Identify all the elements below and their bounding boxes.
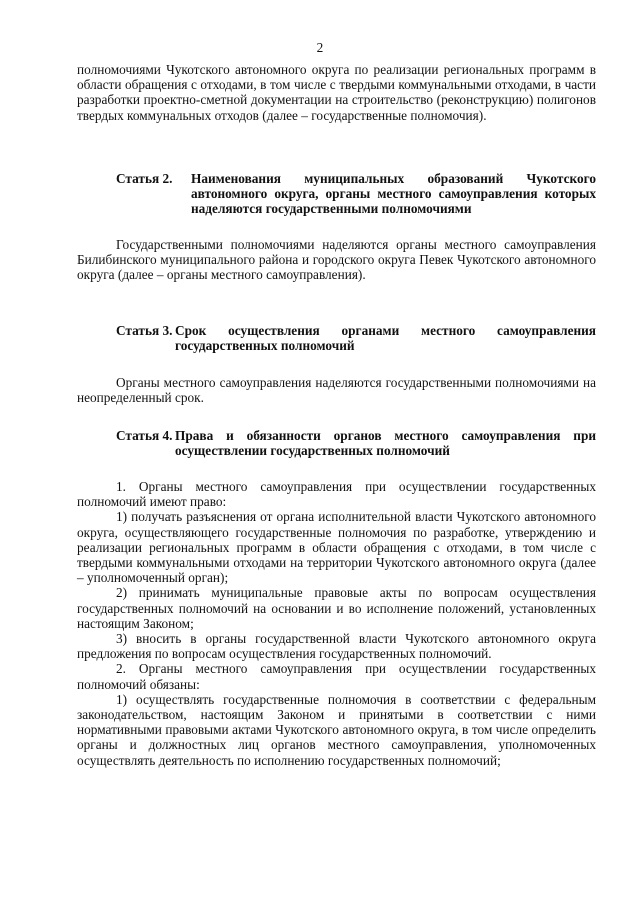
article-4-part-1: 1. Органы местного самоуправления при осуществлении государственных полномочий имеют право: bbox=[77, 479, 596, 510]
article-3-title: Срок осуществления органами местного самоуправления государственных полномочий bbox=[175, 323, 596, 354]
article-4-title: Права и обязанности органов местного самоуправления при осуществлении государственных полномочий bbox=[175, 428, 596, 459]
article-3-body bbox=[77, 375, 596, 405]
article-2-text: Государственными полномочиями наделяются органы местного самоуправления Билибинского муниципального района и городского округа Певек Чукотского автономного округа (далее – органы местного самоуправления). bbox=[77, 237, 596, 283]
article-4-part-2-item-1: 1) осуществлять государственные полномочия в соответствии с федеральным законодательством, настоящим Законом и принятыми в соответствии с ними нормативными правовыми актами Чукотского автономного округа, в том числе определить органы и должностных лиц органов местного самоуправления, уполномоченных осуществлять деятельность по исполнению государственных полномочий; bbox=[77, 691, 596, 768]
article-3-number: Статья 3. bbox=[116, 323, 173, 338]
article-4-number: Статья 4. bbox=[116, 428, 173, 443]
article-2-number: Статья 2. bbox=[116, 171, 173, 186]
page-number: 2 bbox=[316, 40, 324, 55]
article-4-heading bbox=[116, 428, 596, 458]
article-2-body bbox=[77, 237, 596, 283]
intro-text: полномочиями Чукотского автономного округа по реализации региональных программ в области обращения с отходами, в том числе с твердыми коммунальными отходами, в части разработки проектно-сметной документации на строительство (реконструкцию) полигонов твердых коммунальных отходов (далее – государственные полномочия). bbox=[77, 62, 596, 123]
article-4-part-2: 2. Органы местного самоуправления при осуществлении государственных полномочий обязаны: bbox=[77, 661, 596, 692]
article-4-part-1-item-3: 3) вносить в органы государственной власти Чукотского автономного округа предложения по вопросам осуществления государственных полномочий. bbox=[77, 631, 596, 662]
article-4-part-1-item-2: 2) принимать муниципальные правовые акты по вопросам осуществления государственных полномочий на основании и во исполнение положений, установленных настоящим Законом; bbox=[77, 585, 596, 631]
intro-paragraph bbox=[77, 62, 596, 123]
article-2-title: Наименования муниципальных образований Чукотского автономного округа, органы местного самоуправления которых наделяются государственными полномочиями bbox=[191, 171, 596, 217]
article-3-heading bbox=[116, 323, 596, 353]
article-4-part-1-item-1: 1) получать разъяснения от органа исполнительной власти Чукотского автономного округа, осуществляющего государственные полномочия по разработке, утверждению и реализации региональных программ в области обращения с отходами, в том числе с твердыми коммунальными отходами на территории Чукотского автономного округа (далее – уполномоченный орган); bbox=[77, 509, 596, 586]
article-4-body bbox=[77, 479, 596, 768]
article-3-text: Органы местного самоуправления наделяются государственными полномочиями на неопределенный срок. bbox=[77, 375, 596, 406]
article-2-heading bbox=[116, 171, 596, 217]
